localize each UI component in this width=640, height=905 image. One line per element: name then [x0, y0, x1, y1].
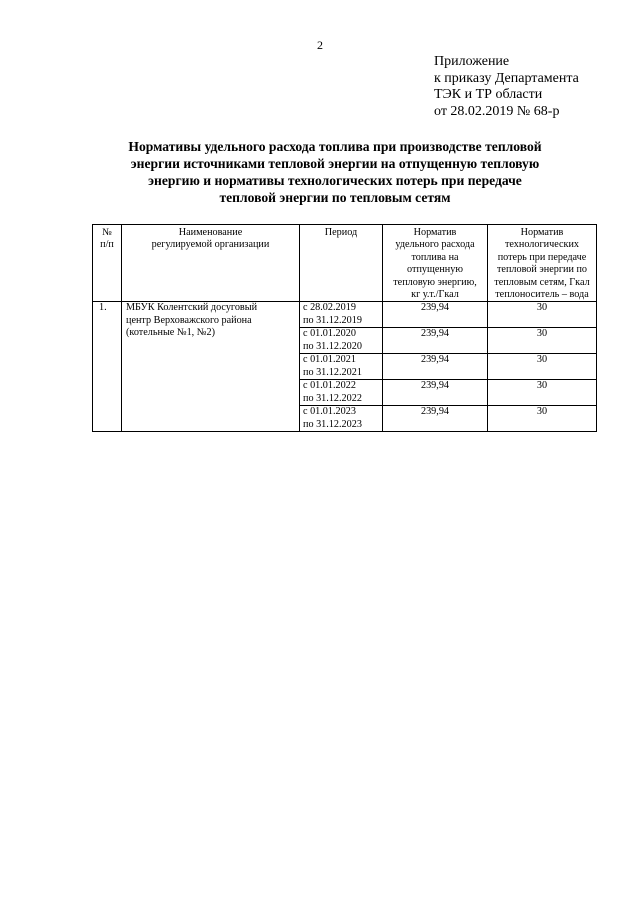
period-to: по 31.12.2023: [303, 418, 362, 430]
header-text: удельного расхода: [395, 239, 475, 251]
header-loss-norm: [488, 225, 597, 302]
header-text: потерь при передаче: [497, 251, 587, 263]
header-fuel-norm: [383, 225, 488, 302]
organization-name-line: центр Верховажского района: [126, 314, 252, 326]
header-text: кг у.т./Гкал: [411, 289, 459, 301]
period-cell: [300, 328, 383, 354]
norms-table: [92, 224, 597, 432]
period-to: по 31.12.2021: [303, 366, 362, 378]
loss-norm-value: 30: [488, 302, 597, 328]
period-cell: [300, 354, 383, 380]
appendix-line: Приложение: [434, 54, 510, 69]
table-row: [93, 302, 597, 328]
appendix-line: от 28.02.2019 № 68-р: [434, 103, 560, 119]
organization-name-line: МБУК Колентский досуговый: [126, 302, 258, 314]
header-text: отпущенную: [407, 264, 463, 276]
appendix-line: к приказу Департамента: [434, 70, 579, 86]
loss-norm-value: 30: [488, 328, 597, 354]
period-to: по 31.12.2019: [303, 314, 362, 326]
document-title: [92, 138, 578, 206]
title-line: тепловой энергии по тепловым сетям: [219, 190, 451, 205]
loss-norm-value: 30: [488, 406, 597, 432]
header-text: п/п: [100, 239, 114, 251]
title-line: энергию и нормативы технологических потерь при передаче: [148, 173, 522, 188]
fuel-norm-value: 239,94: [383, 328, 488, 354]
appendix-line: ТЭК и ТР области: [434, 87, 543, 102]
header-text: тепловой энергии по: [496, 264, 588, 276]
period-to: по 31.12.2020: [303, 340, 362, 352]
period-from: с 01.01.2021: [303, 354, 356, 366]
header-text: Период: [324, 227, 358, 238]
period-from: с 28.02.2019: [303, 302, 356, 314]
header-text: теплоноситель – вода: [495, 289, 589, 301]
header-text: технологических: [504, 239, 580, 251]
appendix-block: [434, 54, 579, 120]
period-from: с 01.01.2022: [303, 380, 356, 392]
header-text: регулируемой организации: [151, 239, 270, 251]
header-text: Норматив: [413, 227, 457, 238]
page-number: 2: [317, 38, 323, 52]
header-period: [300, 225, 383, 302]
header-name: [122, 225, 300, 302]
period-cell: [300, 380, 383, 406]
table-header-row: [93, 225, 597, 302]
fuel-norm-value: 239,94: [383, 380, 488, 406]
organization-name: [122, 302, 300, 432]
organization-name-line: (котельные №1, №2): [126, 327, 215, 339]
header-text: №: [102, 227, 112, 238]
loss-norm-value: 30: [488, 380, 597, 406]
header-text: тепловым сетям, Гкал: [494, 276, 590, 288]
header-text: топлива на: [411, 251, 459, 263]
fuel-norm-value: 239,94: [383, 406, 488, 432]
header-text: Наименование: [178, 227, 243, 238]
period-cell: [300, 302, 383, 328]
header-text: тепловую энергию,: [393, 276, 477, 288]
title-line: энергии источниками тепловой энергии на отпущенную тепловую: [130, 156, 540, 171]
fuel-norm-value: 239,94: [383, 354, 488, 380]
fuel-norm-value: 239,94: [383, 302, 488, 328]
period-to: по 31.12.2022: [303, 392, 362, 404]
title-line: Нормативы удельного расхода топлива при производстве тепловой: [128, 139, 542, 154]
period-cell: [300, 406, 383, 432]
loss-norm-value: 30: [488, 354, 597, 380]
period-from: с 01.01.2023: [303, 406, 356, 418]
period-from: с 01.01.2020: [303, 328, 356, 340]
header-text: Норматив: [520, 227, 564, 238]
header-num: [93, 225, 122, 302]
row-number: 1.: [93, 302, 122, 432]
